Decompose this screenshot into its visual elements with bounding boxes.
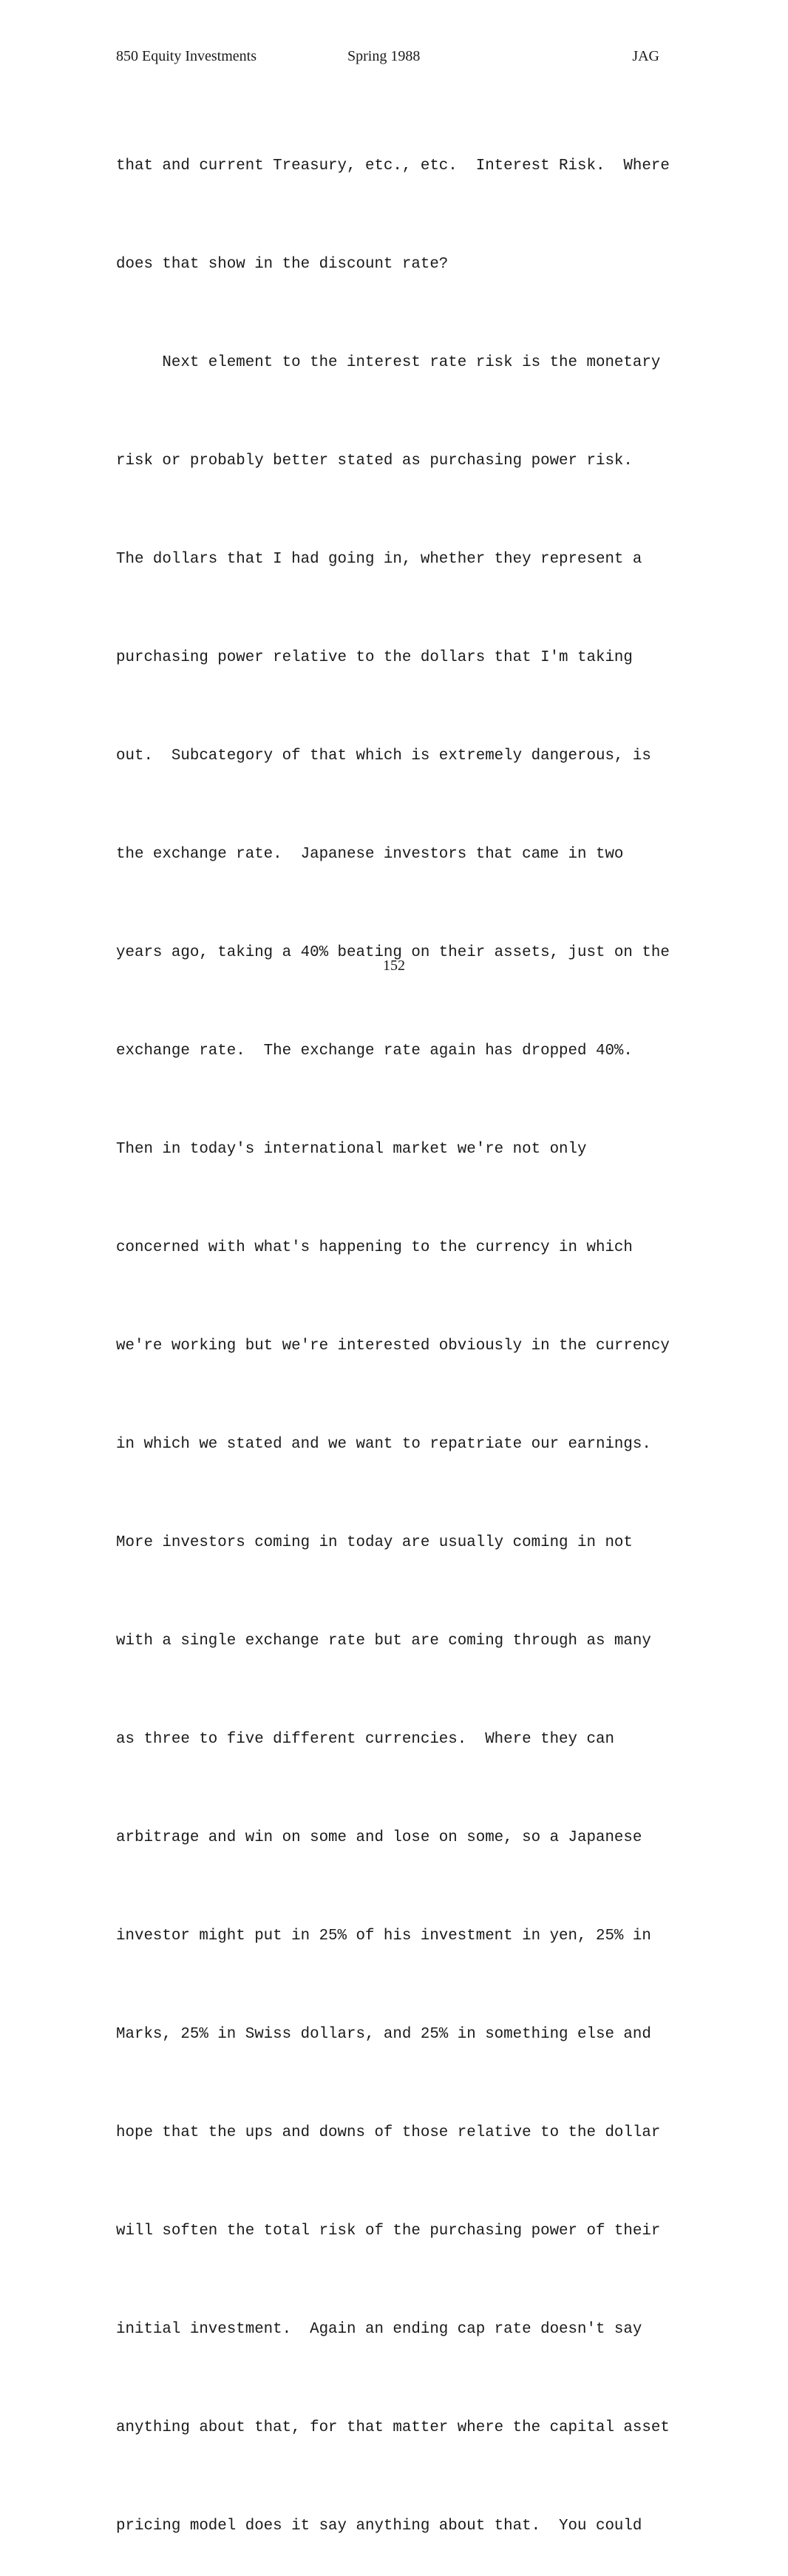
text-line: out. Subcategory of that which is extremely dangerous, is [116,747,651,765]
text-line: as three to five different currencies. Where they can [116,1731,614,1749]
header-course-title: 850 Equity Investments [116,48,257,64]
header-initials: JAG [632,48,659,64]
text-line: Next element to the interest rate risk is the monetary [116,353,661,371]
text-line: we're working but we're interested obviously in the currency [116,1338,670,1355]
text-line: More investors coming in today are usually coming in not [116,1534,633,1552]
text-line: with a single exchange rate but are coming through as many [116,1633,651,1650]
transcript-body [116,84,678,2576]
text-line: will soften the total risk of the purchasing power of their [116,2223,661,2240]
text-line: concerned with what's happening to the currency in which [116,1239,633,1257]
page-header [116,46,659,67]
text-line: investor might put in 25% of his investment in yen, 25% in [116,1928,651,1945]
text-line: exchange rate. The exchange rate again has dropped 40%. [116,1042,633,1060]
header-term: Spring 1988 [347,48,421,64]
text-line: purchasing power relative to the dollars that I'm taking [116,648,633,666]
text-line: the exchange rate. Japanese investors that came in two [116,845,624,863]
page-number: 152 [383,957,405,974]
page-footer [0,955,788,976]
text-line: initial investment. Again an ending cap rate doesn't say [116,2321,642,2339]
text-line: arbitrage and win on some and lose on some, so a Japanese [116,1829,642,1847]
text-line: hope that the ups and downs of those relative to the dollar [116,2124,661,2142]
text-line: Then in today's international market we're not only [116,1141,587,1158]
text-line: does that show in the discount rate? [116,255,449,273]
text-line: risk or probably better stated as purchasing power risk. [116,452,633,470]
text-line: pricing model does it say anything about that. You could [116,2518,642,2535]
text-line: in which we stated and we want to repatriate our earnings. [116,1436,651,1454]
text-line: years ago, taking a 40% beating on their assets, just on the [116,943,670,961]
text-line: anything about that, for that matter where the capital asset [116,2419,670,2437]
text-line: Marks, 25% in Swiss dollars, and 25% in something else and [116,2026,651,2044]
text-line: The dollars that I had going in, whether they represent a [116,550,642,568]
text-line: that and current Treasury, etc., etc. Interest Risk. Where [116,157,670,174]
